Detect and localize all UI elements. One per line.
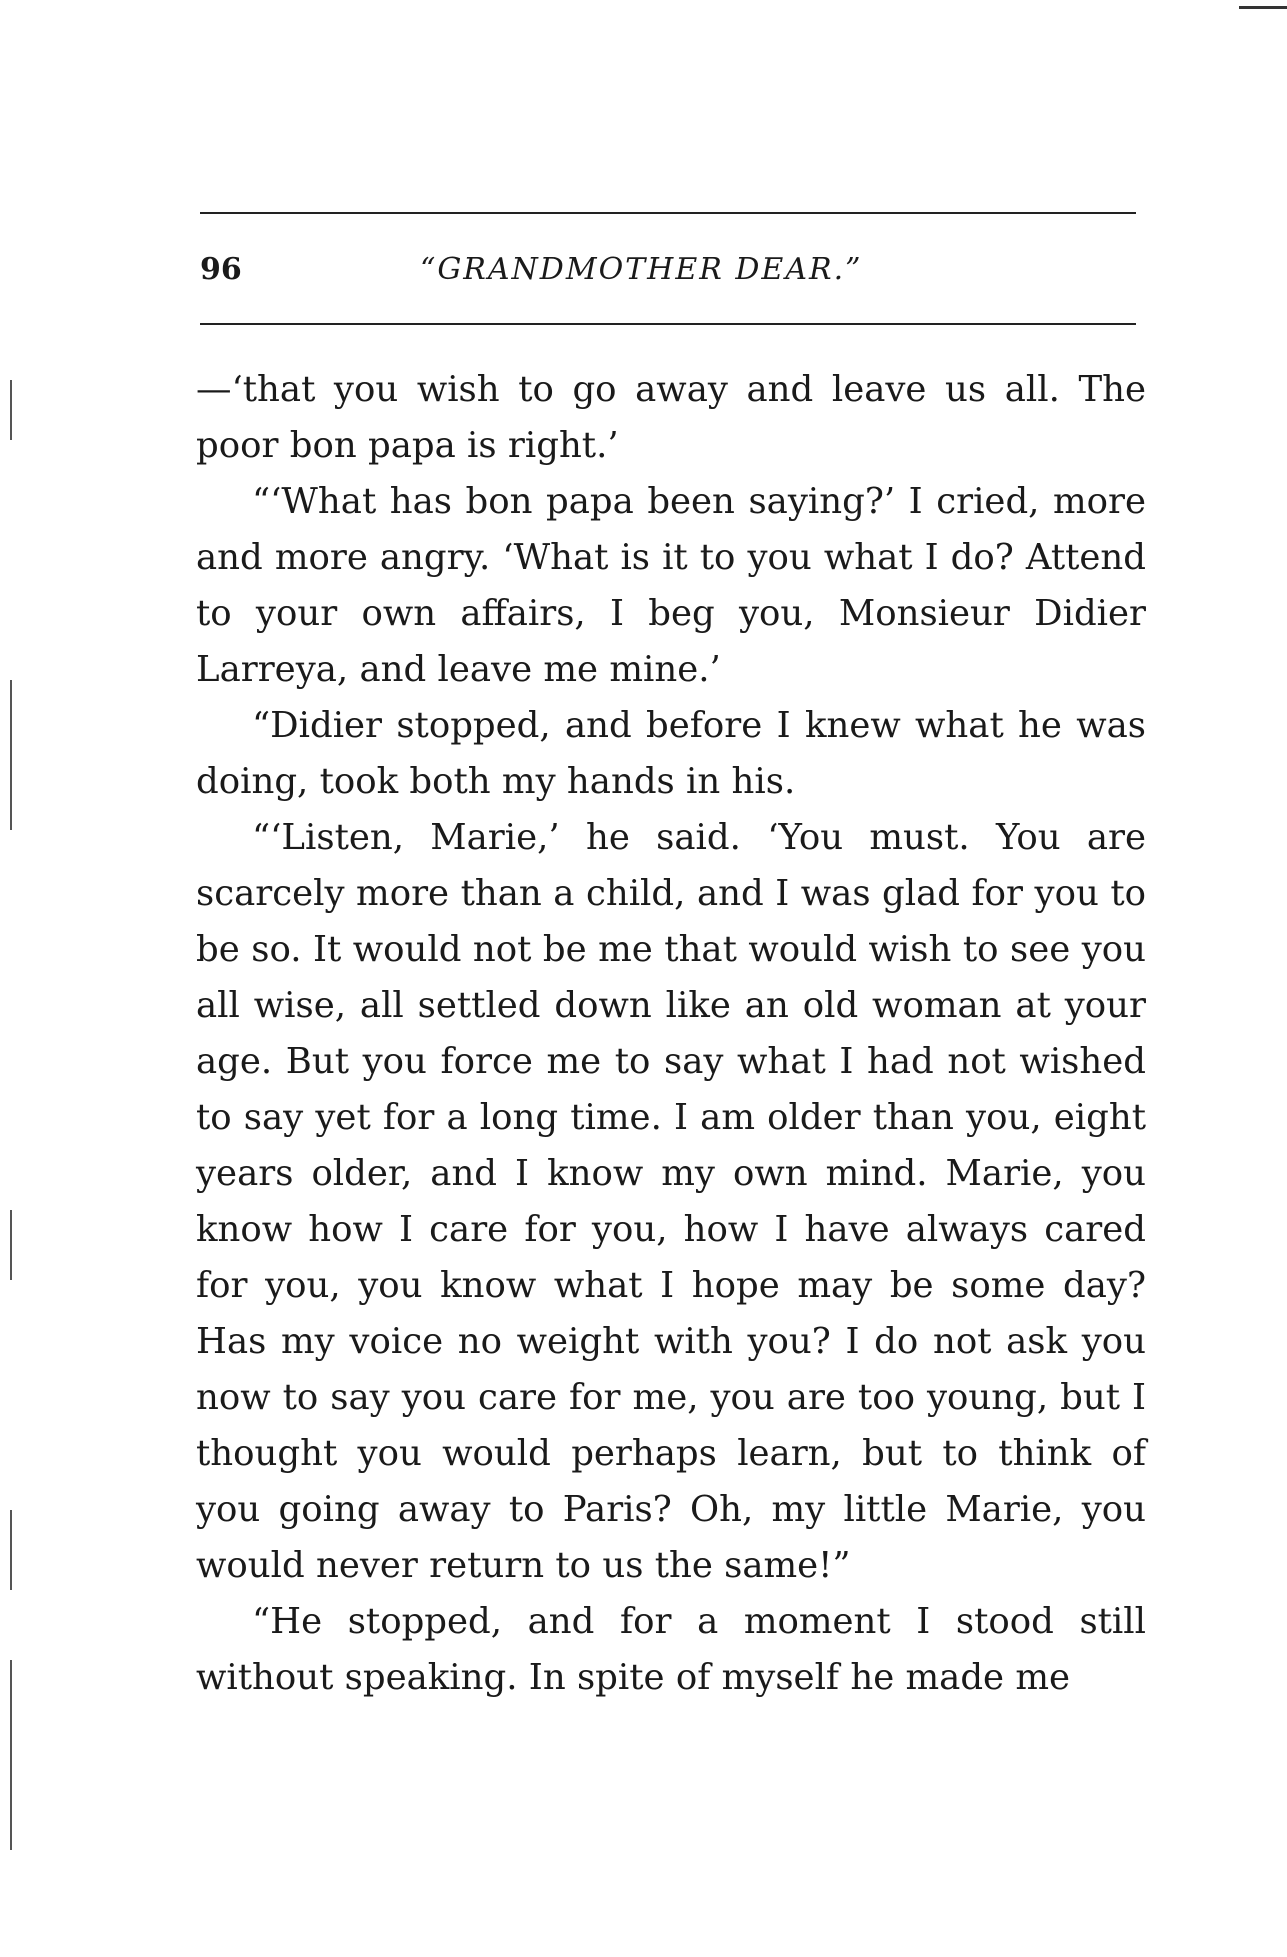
margin-mark xyxy=(10,680,12,830)
paragraph: “‘Listen, Marie,’ he said. ‘You must. You are scarcely more than a child, and I was glad for you to be so. It would not be me that would wish to see you all wise, all settled down like an old woman at your age. But you force me to say what I had not wished to say yet for a long time. I am older than you, eight years older, and I know my own mind. Marie, you know how I care for you, how I have always cared for you, you know what I hope may be some day? Has my voice no weight with you? I do not ask you now to say you care for me, you are too young, but I thought you would perhaps learn, but to think of you going away to Paris? Oh, my little Marie, you would never return to us the same!” xyxy=(196,817,1146,1586)
margin-mark xyxy=(10,380,12,440)
paragraph: “Didier stopped, and before I knew what he was doing, took both my hands in his. xyxy=(196,705,1146,802)
running-header xyxy=(200,250,1136,300)
paragraph: “‘What has bon papa been saying?’ I cried, more and more angry. ‘What is it to you what I do? Attend to your own affairs, I beg you, Monsieur Didier Larreya, and leave me mine.’ xyxy=(196,481,1146,690)
page-edge-mark xyxy=(1239,6,1287,9)
margin-mark xyxy=(10,1510,12,1590)
page-number: 96 xyxy=(200,252,242,287)
body-text xyxy=(196,362,1146,1706)
paragraph: “He stopped, and for a moment I stood still without speaking. In spite of myself he made me xyxy=(196,1601,1146,1698)
running-title: “GRANDMOTHER DEAR.” xyxy=(420,252,863,287)
paragraph: —‘that you wish to go away and leave us all. The poor bon papa is right.’ xyxy=(196,369,1146,466)
margin-mark xyxy=(10,1660,12,1850)
header-top-rule xyxy=(200,212,1136,214)
header-bottom-rule xyxy=(200,323,1136,325)
margin-mark xyxy=(10,1210,12,1280)
